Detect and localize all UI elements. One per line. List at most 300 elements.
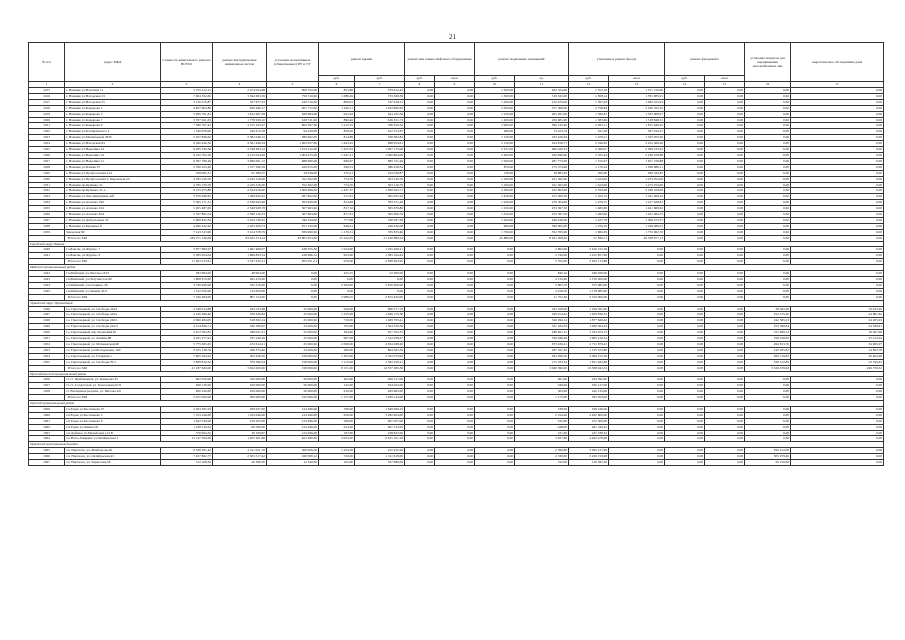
- value-cell: 265 497,00: [515, 111, 569, 117]
- value-cell: 1 915 857,99: [569, 253, 609, 259]
- value-cell: 0,00: [791, 164, 884, 170]
- value-cell: 998 954,01: [355, 141, 405, 147]
- value-cell: 777,68: [319, 217, 355, 223]
- value-cell: 2 350,60: [569, 188, 609, 194]
- value-cell: 0,00: [435, 312, 475, 318]
- value-cell: 0,00: [435, 158, 475, 164]
- value-cell: 558 082,31: [161, 170, 213, 176]
- value-cell: 0,00: [435, 206, 475, 212]
- row-number-cell: 1020: [29, 117, 65, 123]
- value-cell: 0,00: [435, 229, 475, 235]
- value-cell: 124 496,00: [267, 412, 319, 418]
- value-cell: 3 315 103,27: [213, 123, 267, 129]
- value-cell: 756 319,00: [267, 93, 319, 99]
- value-cell: 0,00: [405, 217, 435, 223]
- value-cell: 0,00: [705, 365, 745, 371]
- value-cell: 9 232 702,30: [161, 152, 213, 158]
- value-cell: 472 300,00: [569, 418, 609, 424]
- value-cell: 330 390,07: [213, 324, 267, 330]
- value-cell: 1 424,00: [569, 182, 609, 188]
- address-cell: Итого по МО: [65, 235, 161, 241]
- address-cell: г.п.Майский, ул.Ленина 43/2: [65, 288, 161, 294]
- row-number-cell: 1026: [29, 152, 65, 158]
- value-cell: 3 863,70: [515, 282, 569, 288]
- row-number-cell: 1037: [29, 217, 65, 223]
- value-cell: 7 457 862,77: [161, 454, 213, 460]
- value-cell: 2 268 233,22: [609, 147, 665, 153]
- value-cell: 124 496,00: [267, 430, 319, 436]
- value-cell: 0,00: [405, 200, 435, 206]
- value-cell: 0,00: [609, 448, 665, 454]
- value-cell: 0,00: [609, 418, 665, 424]
- value-cell: 0,00: [665, 217, 705, 223]
- value-cell: 195 329,00: [515, 306, 569, 312]
- value-cell: 0,00: [405, 460, 435, 466]
- value-cell: 685 741,49: [355, 158, 405, 164]
- address-cell: г. Нальчик пр.Кулиева, 21: [65, 182, 161, 188]
- value-cell: 0,00: [405, 229, 435, 235]
- value-cell: 1 311 618,09: [355, 454, 405, 460]
- unit-header: кв.м: [435, 76, 475, 82]
- value-cell: 0,00: [705, 123, 745, 129]
- value-cell: 774,70: [319, 182, 355, 188]
- value-cell: 820 320,00: [161, 389, 213, 395]
- value-cell: 4 181 277,91: [161, 336, 213, 342]
- value-cell: 11 752,30: [515, 294, 569, 300]
- column-header: ремонт крыши: [319, 43, 405, 76]
- value-cell: 0,00: [405, 135, 435, 141]
- value-cell: 2 472 563,81: [161, 330, 213, 336]
- value-cell: 1 518 848,31: [609, 117, 665, 123]
- value-cell: 1 455,33: [319, 147, 355, 153]
- value-cell: 1 103 973,15: [569, 330, 609, 336]
- value-cell: 540 344,00: [267, 217, 319, 223]
- value-cell: 7 004 762,65: [161, 93, 213, 99]
- value-cell: 0,00: [319, 288, 355, 294]
- value-cell: 11 463 313,61: [161, 259, 213, 265]
- value-cell: 0,00: [705, 135, 745, 141]
- value-cell: 618 721,00: [267, 117, 319, 123]
- value-cell: 871 762,31: [355, 330, 405, 336]
- value-cell: 0,00: [665, 406, 705, 412]
- value-cell: 0,00: [745, 436, 791, 442]
- value-cell: 0,00: [475, 395, 515, 401]
- row-number-cell: 1019: [29, 111, 65, 117]
- value-cell: 432,00: [515, 418, 569, 424]
- value-cell: 187,60: [319, 430, 355, 436]
- value-cell: 0,00: [745, 383, 791, 389]
- value-cell: 0,00: [791, 395, 884, 401]
- value-cell: 7 160 484,00: [161, 294, 213, 300]
- value-cell: 0,00: [405, 341, 435, 347]
- value-cell: 0,00: [475, 359, 515, 365]
- address-cell: г.п.Майский, ул.Энгельса 63/1: [65, 271, 161, 277]
- value-cell: 0,00: [475, 418, 515, 424]
- section-title: Прохладненский муниципальный район: [29, 371, 884, 377]
- value-cell: 506,00: [319, 418, 355, 424]
- value-cell: 1 900,00: [475, 123, 515, 129]
- value-cell: 0,00: [405, 152, 435, 158]
- value-cell: 0,00: [665, 194, 705, 200]
- value-cell: 0,00: [609, 247, 665, 253]
- address-cell: г.о.Баксан, ул.Фрунзе, 7: [65, 247, 161, 253]
- value-cell: 0,00: [745, 217, 791, 223]
- value-cell: 0,00: [267, 294, 319, 300]
- value-cell: 0,00: [665, 200, 705, 206]
- value-cell: 0,00: [405, 117, 435, 123]
- address-cell: г.о. Прохладный, ул. Гагарина,1: [65, 353, 161, 359]
- value-cell: 0,00: [475, 454, 515, 460]
- value-cell: 870,00: [475, 164, 515, 170]
- value-cell: 14 557 009,30: [355, 365, 405, 371]
- value-cell: 0,00: [435, 324, 475, 330]
- row-number-cell: 1056: [29, 377, 65, 383]
- value-cell: 900,00: [475, 223, 515, 229]
- value-cell: 0,00: [609, 377, 665, 383]
- value-cell: 0,00: [665, 88, 705, 94]
- value-cell: 258 228,63: [745, 336, 791, 342]
- value-cell: 0,00: [435, 418, 475, 424]
- address-cell: г. Нальчик ул.Малыбаевой 28 В: [65, 135, 161, 141]
- value-cell: 0,00: [705, 200, 745, 206]
- address-cell: г. Нальчик ул.Ахохова 194: [65, 206, 161, 212]
- value-cell: 0,00: [745, 164, 791, 170]
- value-cell: 0,00: [791, 448, 884, 454]
- row-number-cell: 1055: [29, 359, 65, 365]
- value-cell: 0,00: [475, 436, 515, 442]
- value-cell: 1 929 836,32: [569, 312, 609, 318]
- value-cell: 1 000 864,09: [355, 152, 405, 158]
- value-cell: 0,00: [435, 99, 475, 105]
- value-cell: 0,00: [665, 365, 705, 371]
- value-cell: 2 740,00: [515, 253, 569, 259]
- value-cell: 786 320,32: [355, 123, 405, 129]
- value-cell: 563 629,00: [267, 200, 319, 206]
- value-cell: 0,00: [267, 282, 319, 288]
- address-cell: г.о. Прохладный, ул. Свободы 246/1: [65, 318, 161, 324]
- value-cell: 1 450,00: [475, 194, 515, 200]
- column-number: 7: [355, 82, 405, 88]
- value-cell: 0,00: [435, 306, 475, 312]
- value-cell: 0,00: [791, 105, 884, 111]
- value-cell: 0,00: [665, 129, 705, 135]
- value-cell: 145,00: [319, 383, 355, 389]
- value-cell: 9 215 075,88: [161, 188, 213, 194]
- address-cell: г. Нальчик ул.Ахохова 190: [65, 200, 161, 206]
- row-number-cell: 1038: [29, 223, 65, 229]
- value-cell: 0,00: [435, 377, 475, 383]
- value-cell: 1 965 210,34: [569, 336, 609, 342]
- value-cell: 158 000,00: [267, 353, 319, 359]
- value-cell: 0,00: [609, 359, 665, 365]
- value-cell: 0,00: [405, 188, 435, 194]
- address-cell: г.п. Нарткала, ул. Жамборова,20: [65, 448, 161, 454]
- value-cell: 0,00: [745, 418, 791, 424]
- value-cell: 0,00: [705, 436, 745, 442]
- value-cell: 0,00: [435, 271, 475, 277]
- value-cell: 19 308 943,32: [569, 365, 609, 371]
- value-cell: 19 567,96: [791, 330, 884, 336]
- value-cell: 0,00: [405, 170, 435, 176]
- value-cell: 461 540,42: [569, 424, 609, 430]
- value-cell: 253 397,50: [515, 212, 569, 218]
- value-cell: 0,00: [609, 406, 665, 412]
- value-cell: 0,00: [475, 253, 515, 259]
- value-cell: 0,00: [435, 353, 475, 359]
- value-cell: 0,00: [665, 460, 705, 466]
- value-cell: 628 684,00: [267, 111, 319, 117]
- value-cell: 0,00: [745, 235, 791, 241]
- value-cell: 461,00: [515, 377, 569, 383]
- column-number: 15: [705, 82, 745, 88]
- value-cell: 2 838 663,65: [355, 259, 405, 265]
- value-cell: 262 354,00: [515, 88, 569, 94]
- value-cell: 331 184,59: [515, 324, 569, 330]
- row-number-cell: 1046: [29, 306, 65, 312]
- address-cell: Итого по МО: [65, 395, 161, 401]
- column-header: ремонт внутридомовых инженерных систем: [213, 43, 267, 82]
- value-cell: 25 000,00: [267, 312, 319, 318]
- value-cell: 0,00: [475, 294, 515, 300]
- value-cell: 0,00: [705, 454, 745, 460]
- value-cell: 0,00: [319, 277, 355, 283]
- value-cell: 0,00: [791, 406, 884, 412]
- value-cell: 4 124 846,71: [161, 324, 213, 330]
- column-number: 1: [29, 82, 65, 88]
- value-cell: 2 990 484,05: [161, 318, 213, 324]
- value-cell: 0,00: [791, 147, 884, 153]
- value-cell: 1 196 595,00: [569, 306, 609, 312]
- row-number-cell: 1041: [29, 253, 65, 259]
- value-cell: 329 326,82: [213, 312, 267, 318]
- value-cell: 0,00: [609, 389, 665, 395]
- value-cell: 1 176,24: [569, 164, 609, 170]
- value-cell: 0,00: [665, 454, 705, 460]
- address-cell: г. Нальчик ул.Неделина 21: [65, 158, 161, 164]
- value-cell: 0,00: [435, 448, 475, 454]
- value-cell: 1 303,00: [319, 353, 355, 359]
- value-cell: 840,10: [515, 271, 569, 277]
- value-cell: 1 170,31: [319, 229, 355, 235]
- value-cell: 0,00: [665, 271, 705, 277]
- value-cell: 0,00: [705, 247, 745, 253]
- column-header: энергетическое обследование дома: [791, 43, 884, 82]
- value-cell: 0,00: [405, 212, 435, 218]
- value-cell: 1 649 009,23: [355, 406, 405, 412]
- address-cell: г.о. Прохладный, ул.Молодежная, 169: [65, 347, 161, 353]
- value-cell: 0,00: [475, 353, 515, 359]
- value-cell: 0,00: [705, 259, 745, 265]
- value-cell: 1 255,00: [319, 312, 355, 318]
- value-cell: 503 316,70: [355, 176, 405, 182]
- value-cell: 0,00: [665, 306, 705, 312]
- value-cell: 2 493 595,23: [161, 406, 213, 412]
- value-cell: 2 190 352,35: [609, 105, 665, 111]
- unit-header: руб.: [355, 76, 405, 82]
- address-cell: ст. ст. Солдатская, ул. Калеганова,9с/9: [65, 383, 161, 389]
- value-cell: 194 533,68: [213, 306, 267, 312]
- value-cell: 0,00: [745, 170, 791, 176]
- row-number-cell: 1049: [29, 324, 65, 330]
- value-cell: 8 328 361,42: [161, 448, 213, 454]
- value-cell: 899,91: [319, 99, 355, 105]
- unit-header: руб.: [319, 76, 355, 82]
- value-cell: 1 447,37: [319, 188, 355, 194]
- value-cell: 3 169 159,68: [569, 454, 609, 460]
- unit-header: кв.м: [609, 76, 665, 82]
- value-cell: 855 051,51: [267, 259, 319, 265]
- value-cell: 1 482 915,43: [609, 99, 665, 105]
- row-number-cell: 1047: [29, 312, 65, 318]
- value-cell: 100 000,00: [213, 389, 267, 395]
- value-cell: 565 696,76: [355, 212, 405, 218]
- value-cell: 0,00: [609, 324, 665, 330]
- value-cell: 73 223,76: [515, 129, 569, 135]
- value-cell: 0,00: [705, 277, 745, 283]
- value-cell: 1 599,81: [569, 111, 609, 117]
- value-cell: 593 290,50: [515, 353, 569, 359]
- value-cell: 2 034 268,20: [355, 341, 405, 347]
- value-cell: 0,00: [745, 406, 791, 412]
- value-cell: 370 064,32: [161, 430, 213, 436]
- value-cell: 567 963,00: [267, 206, 319, 212]
- value-cell: 0,00: [609, 312, 665, 318]
- value-cell: 1 482,96: [569, 206, 609, 212]
- row-number-cell: 1025: [29, 147, 65, 153]
- value-cell: 2 400,00: [475, 152, 515, 158]
- value-cell: 1 000 945,71: [355, 188, 405, 194]
- value-cell: 765 833,46: [355, 229, 405, 235]
- value-cell: 0,00: [405, 330, 435, 336]
- row-number-cell: 1045: [29, 288, 65, 294]
- value-cell: 814,09: [319, 200, 355, 206]
- value-cell: 0,00: [705, 330, 745, 336]
- value-cell: 0,00: [405, 418, 435, 424]
- row-number-cell: 1051: [29, 336, 65, 342]
- value-cell: 0,00: [705, 383, 745, 389]
- column-number: 11: [515, 82, 569, 88]
- row-number-cell: 1060: [29, 412, 65, 418]
- value-cell: 0,00: [435, 412, 475, 418]
- column-number: 12: [569, 82, 609, 88]
- value-cell: 3 932 113,88: [569, 259, 609, 265]
- value-cell: 0,00: [435, 93, 475, 99]
- value-cell: 300 000,00: [213, 395, 267, 401]
- value-cell: 575 985,00: [569, 282, 609, 288]
- value-cell: 0,00: [405, 147, 435, 153]
- value-cell: 1 004 475,00: [267, 152, 319, 158]
- value-cell: 1 651 728,88: [609, 158, 665, 164]
- value-cell: 0,00: [705, 105, 745, 111]
- value-cell: 61 380,37: [213, 170, 267, 176]
- value-cell: 0,00: [435, 259, 475, 265]
- value-cell: 0,00: [475, 341, 515, 347]
- value-cell: 1 424,00: [569, 176, 609, 182]
- value-cell: 0,00: [705, 341, 745, 347]
- address-cell: г.п.Терек ул.Бесланеева 27: [65, 406, 161, 412]
- value-cell: 0,00: [435, 152, 475, 158]
- value-cell: 0,00: [475, 377, 515, 383]
- value-cell: 702,00: [319, 324, 355, 330]
- value-cell: 270 304,00: [515, 200, 569, 206]
- value-cell: 312 108,50: [161, 460, 213, 466]
- value-cell: 269 343,87: [609, 170, 665, 176]
- value-cell: 0,00: [705, 395, 745, 401]
- address-cell: г. Нальчик ул.Кадырова 7: [65, 117, 161, 123]
- value-cell: 1 722,97: [569, 158, 609, 164]
- value-cell: 0,00: [705, 217, 745, 223]
- value-cell: 45 880,00: [475, 235, 515, 241]
- value-cell: 100 000,00: [213, 383, 267, 389]
- row-number-cell: 1033: [29, 194, 65, 200]
- value-cell: 416 696,12: [267, 253, 319, 259]
- value-cell: 1 200,00: [475, 217, 515, 223]
- value-cell: 166 508,12: [267, 454, 319, 460]
- column-number: 6: [319, 82, 355, 88]
- value-cell: 1 440,00: [475, 200, 515, 206]
- value-cell: 0,00: [609, 395, 665, 401]
- value-cell: 0,00: [475, 271, 515, 277]
- value-cell: 221 562,00: [515, 182, 569, 188]
- value-cell: 3 414 578,79: [213, 229, 267, 235]
- value-cell: 0,00: [665, 259, 705, 265]
- section-title: Урванский муниципальный район: [29, 442, 884, 448]
- value-cell: 0,00: [745, 282, 791, 288]
- value-cell: 0,00: [745, 229, 791, 235]
- column-header: № п/п: [29, 43, 65, 82]
- value-cell: 0,00: [435, 188, 475, 194]
- row-number-cell: 1066: [29, 454, 65, 460]
- value-cell: 94 229,00: [267, 129, 319, 135]
- value-cell: 318 302,14: [213, 318, 267, 324]
- value-cell: 124 496,00: [267, 418, 319, 424]
- value-cell: 0,00: [705, 324, 745, 330]
- value-cell: 0,00: [791, 135, 884, 141]
- value-cell: 1 250,00: [475, 206, 515, 212]
- value-cell: 0,00: [405, 88, 435, 94]
- value-cell: 0,00: [791, 170, 884, 176]
- value-cell: 1 300,00: [475, 93, 515, 99]
- row-number-cell: 1061: [29, 418, 65, 424]
- value-cell: 0,00: [745, 389, 791, 395]
- value-cell: 552 302,00: [267, 182, 319, 188]
- value-cell: 1 173,00: [515, 395, 569, 401]
- value-cell: 0,00: [609, 347, 665, 353]
- value-cell: 0,00: [705, 347, 745, 353]
- value-cell: 1 212,55: [319, 123, 355, 129]
- value-cell: 163 392,00: [569, 377, 609, 383]
- value-cell: 56 210,00: [745, 460, 791, 466]
- value-cell: 31 242,05: [319, 235, 355, 241]
- value-cell: 212 476,00: [515, 99, 569, 105]
- repair-cost-table: [28, 42, 884, 466]
- address-cell: г.о. Прохладный, ул. Свободы 244/4: [65, 324, 161, 330]
- value-cell: 367 822,00: [267, 194, 319, 200]
- value-cell: 3 510 900,00: [569, 294, 609, 300]
- value-cell: 1 312 350,00: [161, 288, 213, 294]
- value-cell: 0,00: [705, 152, 745, 158]
- value-cell: 25 000,00: [267, 347, 319, 353]
- value-cell: 124 496,00: [267, 406, 319, 412]
- value-cell: 0,00: [405, 223, 435, 229]
- value-cell: 0,00: [665, 383, 705, 389]
- value-cell: 817,52: [319, 206, 355, 212]
- value-cell: 194 526,87: [355, 170, 405, 176]
- value-cell: 0,00: [609, 253, 665, 259]
- value-cell: 0,00: [745, 200, 791, 206]
- value-cell: 1 599 932,22: [213, 194, 267, 200]
- value-cell: 898 377,76: [355, 306, 405, 312]
